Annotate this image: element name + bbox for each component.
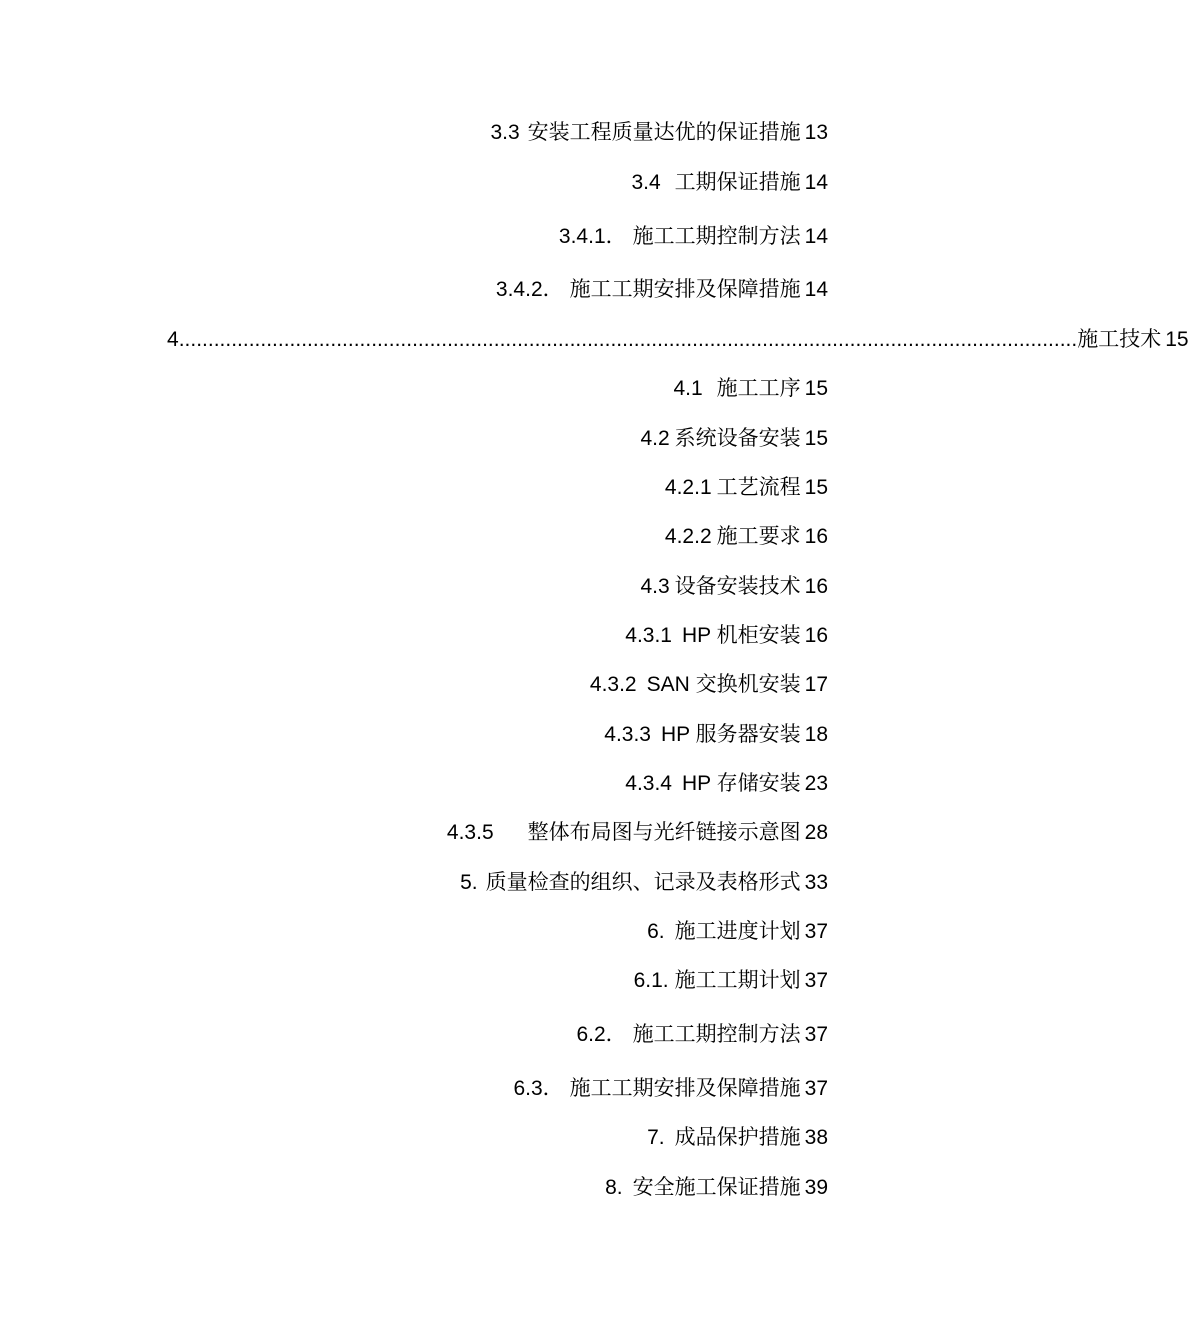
toc-entry-page: 37 xyxy=(804,969,828,992)
toc-entry-title: 成品保护措施 xyxy=(674,1126,801,1149)
toc-entry[interactable] xyxy=(513,1076,828,1102)
toc-entry-page: 14 xyxy=(804,171,828,194)
toc-entry-number: 4.3 xyxy=(640,575,670,598)
toc-entry-page: 15 xyxy=(1165,328,1189,351)
toc-entry-page: 23 xyxy=(804,772,828,795)
toc-entry-number: 8. xyxy=(605,1176,623,1199)
toc-entry-page: 14 xyxy=(804,225,828,248)
toc-entry-page: 37 xyxy=(804,1077,828,1100)
toc-entry-page: 13 xyxy=(804,121,828,144)
toc-entry-page: 16 xyxy=(804,575,828,598)
toc-entry-number: 4.3.1 xyxy=(625,624,672,647)
toc-entry-page: 37 xyxy=(804,920,828,943)
toc-entry[interactable] xyxy=(559,224,828,250)
toc-entry-page: 15 xyxy=(804,476,828,499)
toc-entry[interactable] xyxy=(631,170,828,196)
toc-entry[interactable] xyxy=(673,376,828,402)
toc-entry[interactable] xyxy=(447,820,828,846)
toc-entry-title: 整体布局图与光纤链接示意图 xyxy=(527,821,801,844)
toc-entry-title: HP 存储安装 xyxy=(682,772,801,795)
toc-entry[interactable] xyxy=(576,1022,828,1048)
toc-entry-leader[interactable] xyxy=(167,327,1189,353)
toc-entry-number: 6.2． xyxy=(576,1023,627,1046)
toc-entry[interactable] xyxy=(647,1125,828,1151)
toc-entry-number: 3.4.1． xyxy=(558,225,627,248)
toc-entry-page: 38 xyxy=(804,1126,828,1149)
toc-entry[interactable] xyxy=(647,919,828,945)
toc-entry-title: 施工工期计划 xyxy=(674,969,801,992)
toc-entry-number: 4.2.2 xyxy=(664,525,712,548)
toc-entry[interactable] xyxy=(590,672,828,698)
toc-entry[interactable] xyxy=(604,722,828,748)
toc-entry-number: 4.3.2 xyxy=(589,673,637,696)
toc-entry[interactable] xyxy=(605,1175,828,1201)
toc-entry-title: 施工技术 xyxy=(1077,328,1162,351)
toc-entry-number: 5. xyxy=(460,871,478,894)
toc-entry-title: 工艺流程 xyxy=(716,476,801,499)
toc-entry-title: 施工工期安排及保障措施 xyxy=(569,1077,801,1100)
toc-entry-title: 施工要求 xyxy=(716,525,801,548)
toc-entry-page: 37 xyxy=(804,1023,828,1046)
toc-entry-title: 安全施工保证措施 xyxy=(632,1176,801,1199)
toc-entry[interactable] xyxy=(625,623,828,649)
toc-entry[interactable] xyxy=(490,120,828,146)
toc-entry[interactable] xyxy=(640,574,828,600)
toc-entry-title: HP 机柜安装 xyxy=(682,624,801,647)
toc-entry-title: 安装工程质量达优的保证措施 xyxy=(527,121,801,144)
toc-entry-page: 18 xyxy=(804,723,828,746)
toc-entry-number: 7. xyxy=(647,1126,665,1149)
toc-entry-title: 施工工期控制方法 xyxy=(632,1023,801,1046)
toc-entry-number: 3.4 xyxy=(631,171,661,194)
toc-entry-number: 6. xyxy=(647,920,665,943)
toc-entry-number: 3.3 xyxy=(490,121,520,144)
toc-entry-page: 39 xyxy=(804,1176,828,1199)
toc-entry-title: 质量检查的组织、记录及表格形式 xyxy=(485,871,801,894)
toc-entry-title: 系统设备安装 xyxy=(674,427,801,450)
toc-entry-number: 4.1 xyxy=(673,377,703,400)
toc-entry-number: 4.3.4 xyxy=(625,772,672,795)
toc-entry-title: HP 服务器安装 xyxy=(661,723,801,746)
toc-entry-page: 16 xyxy=(804,624,828,647)
toc-entry-title: 施工工期安排及保障措施 xyxy=(569,278,801,301)
toc-entry-page: 28 xyxy=(804,821,828,844)
toc-entry-number: 3.4.2． xyxy=(495,278,564,301)
toc-entry-title: SAN 交换机安装 xyxy=(646,673,801,696)
toc-entry-title: 施工工序 xyxy=(716,377,801,400)
toc-entry-title: 施工进度计划 xyxy=(674,920,801,943)
toc-entry-number: 4.3.5 xyxy=(446,821,494,844)
toc-entry[interactable] xyxy=(460,870,828,896)
toc-entry-page: 33 xyxy=(804,871,828,894)
toc-entry[interactable] xyxy=(640,426,828,452)
dot-leader: .......................................................................................................................................................... xyxy=(178,328,1078,351)
toc-entry-number: 6.1. xyxy=(633,969,669,992)
toc-entry[interactable] xyxy=(496,277,828,303)
toc-entry-number: 4.2.1 xyxy=(664,476,712,499)
toc-entry-page: 15 xyxy=(804,427,828,450)
toc-entry-title: 设备安装技术 xyxy=(674,575,801,598)
toc-entry-number: 6.3． xyxy=(513,1077,564,1100)
toc-entry-number: 4.2 xyxy=(640,427,670,450)
toc-entry-number: 4.3.3 xyxy=(604,723,651,746)
toc-entry-page: 17 xyxy=(804,673,828,696)
toc-entry[interactable] xyxy=(665,524,828,550)
toc-entry-title: 工期保证措施 xyxy=(674,171,801,194)
toc-entry-page: 14 xyxy=(804,278,828,301)
toc-entry-number: 4 xyxy=(167,328,179,351)
toc-entry-page: 16 xyxy=(804,525,828,548)
toc-entry[interactable] xyxy=(665,475,828,501)
toc-entry-page: 15 xyxy=(804,377,828,400)
toc-entry[interactable] xyxy=(625,771,828,797)
toc-entry[interactable] xyxy=(634,968,828,994)
toc-entry-title: 施工工期控制方法 xyxy=(632,225,801,248)
